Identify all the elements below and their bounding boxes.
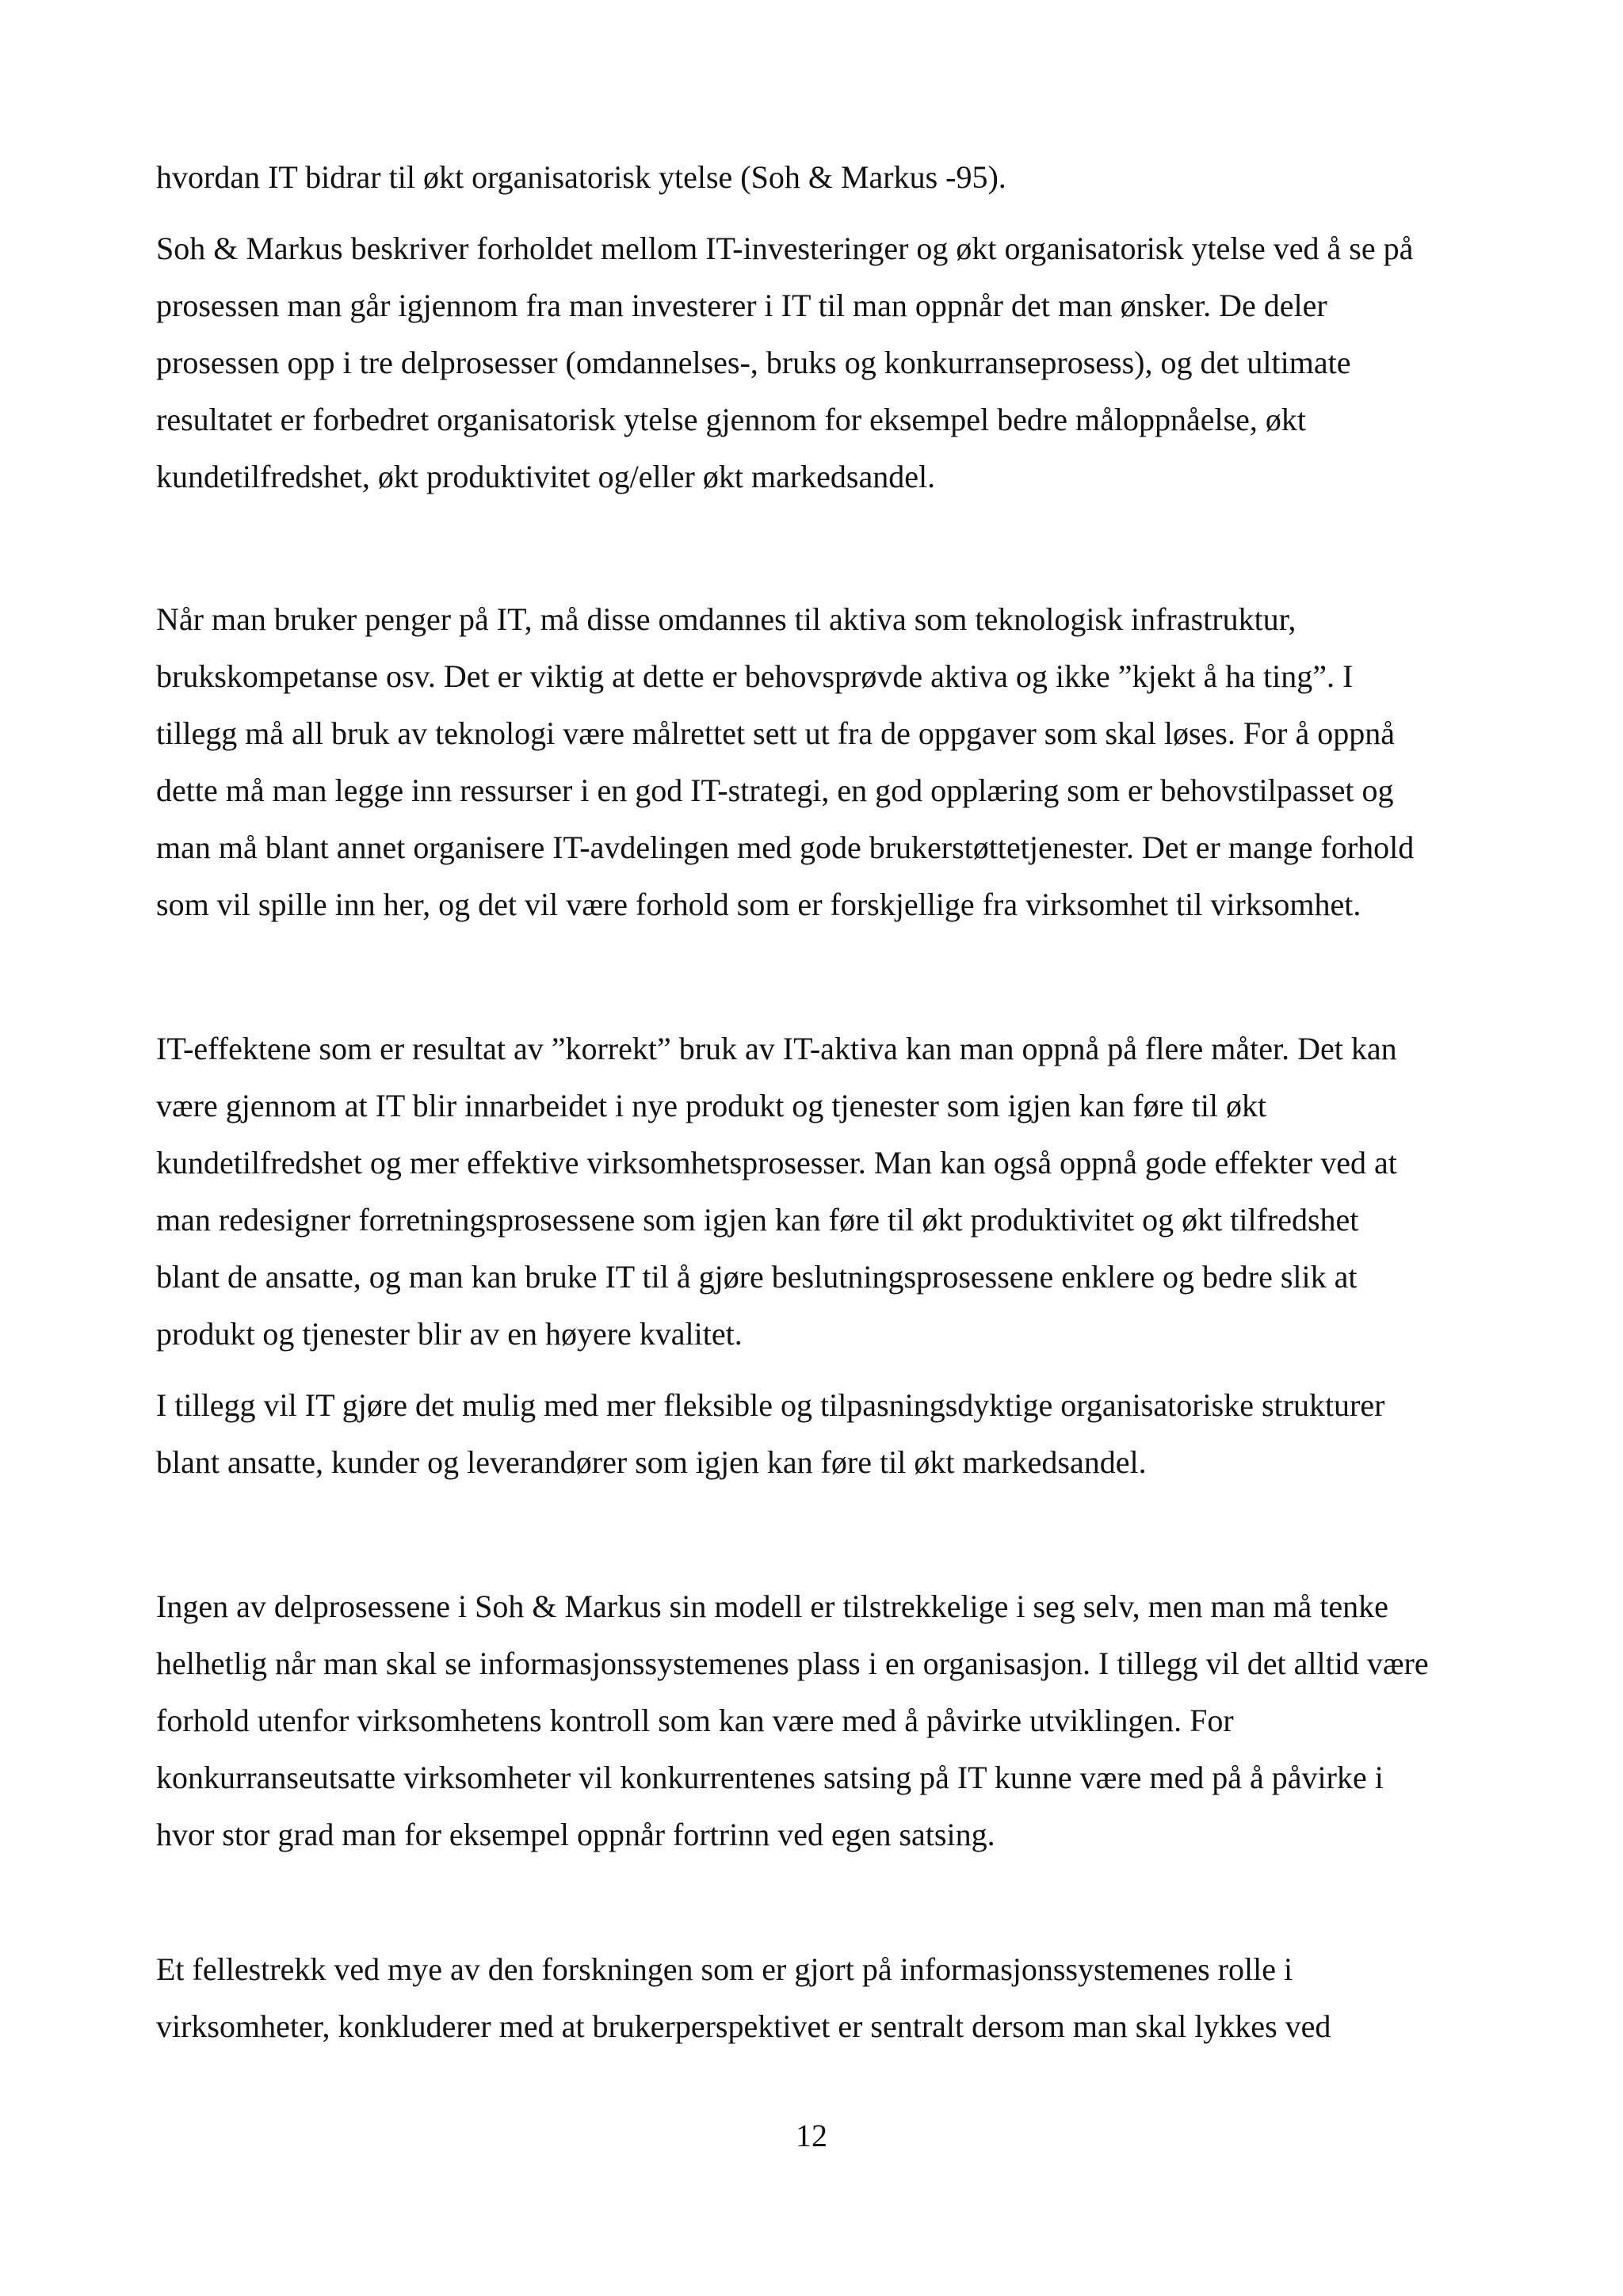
paragraph-4-line-2: være gjennom at IT blir innarbeidet i nye produkt og tjenester som igjen kan føre til økt xyxy=(156,1088,1267,1123)
paragraph-2-line-1: Soh & Markus beskriver forholdet mellom IT-investeringer og økt organisatorisk ytelse ved å se på xyxy=(156,231,1414,266)
paragraph-1-line-1: hvordan IT bidrar til økt organisatorisk ytelse (Soh & Markus -95). xyxy=(156,159,1006,195)
paragraph-4-line-4: man redesigner forretningsprosessene som igjen kan føre til økt produktivitet og økt tilfredshet xyxy=(156,1202,1359,1238)
page-number: 12 xyxy=(796,2118,827,2153)
paragraph-4-line-5: blant de ansatte, og man kan bruke IT til å gjøre beslutningsprosessene enklere og bedre slik at xyxy=(156,1259,1358,1295)
paragraph-6-line-5: hvor stor grad man for eksempel oppnår fortrinn ved egen satsing. xyxy=(156,1817,995,1852)
paragraph-7-line-2: virksomheter, konkluderer med at brukerperspektivet er sentralt dersom man skal lykkes ved xyxy=(156,2008,1331,2044)
paragraph-7-line-1: Et fellestrekk ved mye av den forskningen som er gjort på informasjonssystemenes rolle i xyxy=(156,1951,1293,1987)
paragraph-2-line-4: resultatet er forbedret organisatorisk ytelse gjennom for eksempel bedre måloppnåelse, økt xyxy=(156,402,1306,437)
paragraph-2-line-3: prosessen opp i tre delprosesser (omdannelses-, bruks og konkurranseprosess), og det ultimate xyxy=(156,345,1351,380)
paragraph-4-line-6: produkt og tjenester blir av en høyere kvalitet. xyxy=(156,1316,743,1352)
paragraph-4-line-3: kundetilfredshet og mer effektive virksomhetsprosesser. Man kan også oppnå gode effekter ved at xyxy=(156,1145,1397,1180)
paragraph-6-line-3: forhold utenfor virksomhetens kontroll som kan være med å påvirke utviklingen. For xyxy=(156,1703,1234,1738)
paragraph-2-line-2: prosessen man går igjennom fra man investerer i IT til man oppnår det man ønsker. De deler xyxy=(156,288,1327,323)
paragraph-3-line-1: Når man bruker penger på IT, må disse omdannes til aktiva som teknologisk infrastruktur, xyxy=(156,601,1296,637)
paragraph-3-line-2: brukskompetanse osv. Det er viktig at dette er behovsprøvde aktiva og ikke ”kjekt å ha ting”. I xyxy=(156,658,1354,694)
paragraph-2-line-5: kundetilfredshet, økt produktivitet og/eller økt markedsandel. xyxy=(156,459,936,494)
paragraph-6-line-1: Ingen av delprosessene i Soh & Markus sin modell er tilstrekkelige i seg selv, men man må tenke xyxy=(156,1589,1388,1624)
paragraph-6-line-2: helhetlig når man skal se informasjonssystemenes plass i en organisasjon. I tillegg vil det alltid være xyxy=(156,1646,1429,1681)
paragraph-3-line-6: som vil spille inn her, og det vil være forhold som er forskjellige fra virksomhet til virksomhet. xyxy=(156,887,1361,922)
paragraph-3-line-4: dette må man legge inn ressurser i en god IT-strategi, en god opplæring som er behovstilpasset og xyxy=(156,772,1394,808)
paragraph-5-line-2: blant ansatte, kunder og leverandører som igjen kan føre til økt markedsandel. xyxy=(156,1444,1147,1480)
paragraph-6-line-4: konkurranseutsatte virksomheter vil konkurrentenes satsing på IT kunne være med på å påvirke i xyxy=(156,1760,1384,1795)
paragraph-3-line-5: man må blant annet organisere IT-avdelingen med gode brukerstøttetjenester. Det er mange forhold xyxy=(156,830,1415,865)
paragraph-5-line-1: I tillegg vil IT gjøre det mulig med mer fleksible og tilpasningsdyktige organisatoriske strukturer xyxy=(156,1387,1385,1423)
paragraph-3-line-3: tillegg må all bruk av teknologi være målrettet sett ut fra de oppgaver som skal løses. For å oppnå xyxy=(156,715,1395,751)
paragraph-4-line-1: IT-effektene som er resultat av ”korrekt” bruk av IT-aktiva kan man oppnå på flere måter. Det kan xyxy=(156,1031,1397,1066)
